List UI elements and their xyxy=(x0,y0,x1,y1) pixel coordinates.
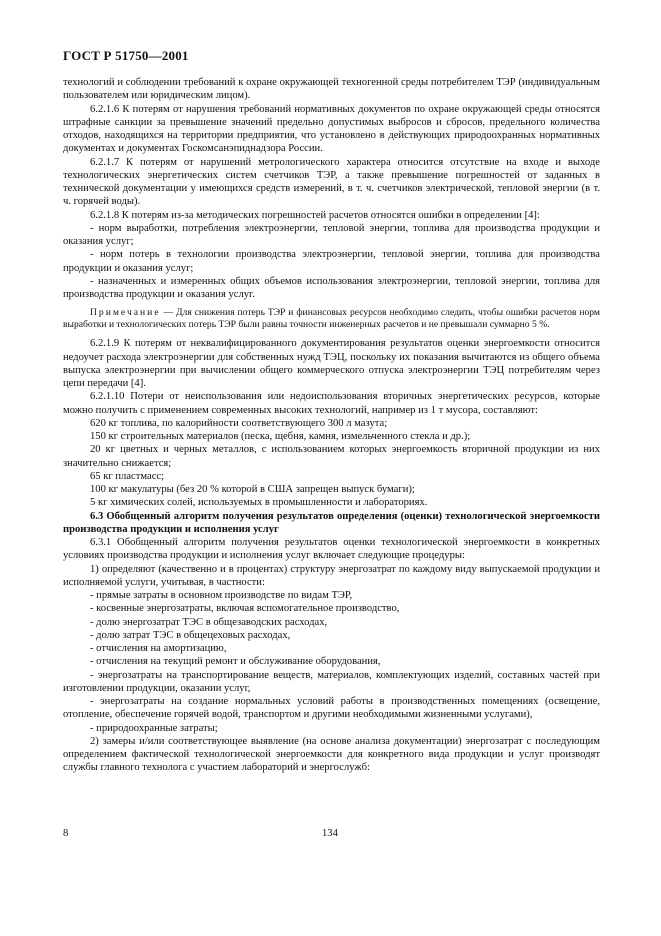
paragraph: - норм выработки, потребления электроэнергии, тепловой энергии, топлива для производства продукции и оказания услуг; xyxy=(63,222,600,247)
document-header: ГОСТ Р 51750—2001 xyxy=(63,48,189,63)
note-text: — Для снижения потерь ТЭР и финансовых ресурсов необходимо следить, чтобы ошибки расчетов норм выработки и технологических потерь ТЭР были равны точности инженерных расчетов и не превышали суммарно 5 %. xyxy=(63,307,600,331)
paragraph: - норм потерь в технологии производства электроэнергии, тепловой энергии, топлива для производства продукции и оказания услуг; xyxy=(63,249,600,274)
paragraph: - прямые затраты в основном производстве по видам ТЭР, xyxy=(90,590,353,601)
paragraph: 6.3.1 Обобщенный алгоритм получения результатов оценки технологической энергоемкости в конкретных условиях производства продукции и исполнения услуг включает следующие процедуры: xyxy=(63,537,600,562)
paragraph: 150 кг строительных материалов (песка, щебня, камня, измельченного стекла и др.); xyxy=(90,431,471,442)
paragraph: 620 кг топлива, по калорийности соответствующего 300 л мазута; xyxy=(90,417,388,429)
paragraph: - энергозатраты на создание нормальных условий работы в производственных помещениях (освещение, отопление, обеспечение горячей водой, транспортом и другими необходимыми жизненными услугами), xyxy=(63,696,600,721)
page-number: 8 xyxy=(63,828,69,839)
paragraph: 6.2.1.7 К потерям от нарушений метрологического характера относится отсутствие на входе и выходе технологических энергетических систем счетчиков ТЭР, а также превышение погрешностей от заданных в технической документации у имеющихся средств измерений, в т. ч. счетчиков электрической, тепловой энергии (в т. ч. горячей воды). xyxy=(63,156,600,208)
paragraph: - долю энергозатрат ТЭС в общезаводских расходах, xyxy=(90,616,328,628)
paragraph: 2) замеры и/или соответствующее выявление (на основе анализа документации) энергозатрат с последующим определением фактической технологической энергоемкости для конкретного вида продукции и услуг производят службы главного технолога с участием лабораторий и энергослужб: xyxy=(63,735,600,774)
paragraph: 6.2.1.6 К потерям от нарушения требований нормативных документов по охране окружающей среды относятся штрафные санкции за превышение значений предельно допустимых выбросов и сбросов, предельного количества отходов, находящихся на территории предприятия, что установлено в действующих природоохранных нормативных документах и документах Госкомсанэпиднадзора России. xyxy=(63,103,600,155)
document-body xyxy=(63,76,600,775)
paragraph: 6.2.1.8 К потерям из-за методических погрешностей расчетов относятся ошибки в определении [4]: xyxy=(90,209,540,221)
paragraph: 6.2.1.10 Потери от неиспользования или недоиспользования вторичных энергетических ресурсов, которые можно получить с применением современных высоких технологий, например из 1 т мусора, составляют: xyxy=(63,391,600,416)
paragraph: 6.2.1.9 К потерям от неквалифицированного документирования результатов оценки энергоемкости относится недоучет расхода электроэнергии для собственных нужд ТЭЦ, поскольку их показания вычитаются из общего объема выпуска электроэнергии при вычислении общего коммерческого отпуска электроэнергии ТЭЦ потребителям через цепи передачи [4]. xyxy=(63,338,600,389)
paragraph: - отчисления на текущий ремонт и обслуживание оборудования, xyxy=(90,656,381,668)
paragraph: - природоохранные затраты; xyxy=(90,722,218,734)
paragraph: - назначенных и измеренных общих объемов использования электроэнергии, тепловой энергии, топлива для производства продукции и оказания услуг. xyxy=(63,275,600,300)
sheet-number: 134 xyxy=(322,828,338,839)
paragraph: технологий и соблюдении требований к охране окружающей техногенной среды потребителем ТЭР (индивидуальным пользователем или юридическим лицом). xyxy=(63,77,600,102)
paragraph: 20 кг цветных и черных металлов, с использованием которых энергоемкость вторичной продукции из них значительно снижается; xyxy=(63,444,600,469)
paragraph: 6.3 Обобщенный алгоритм получения результатов определения (оценки) технологической энергоемкости производства продукции и исполнения услуг xyxy=(63,510,600,535)
paragraph: 5 кг химических солей, используемых в промышленности и лабораториях. xyxy=(90,497,428,509)
note-paragraph xyxy=(63,307,600,331)
note-label: Примечание xyxy=(90,307,161,319)
paragraph: 1) определяют (качественно и в процентах) структуру энергозатрат по каждому виду выпускаемой продукции и исполняемой услуги, учитывая, в частности: xyxy=(63,563,600,588)
paragraph: - отчисления на амортизацию, xyxy=(90,643,227,654)
paragraph-group-2 xyxy=(63,337,600,774)
paragraph: 65 кг пластмасс; xyxy=(90,470,165,482)
paragraph: - косвенные энергозатраты, включая вспомогательное производство, xyxy=(90,603,400,615)
paragraph: - долю затрат ТЭС в общецеховых расходах, xyxy=(90,629,291,641)
paragraph-group-1 xyxy=(63,76,600,301)
paragraph: - энергозатраты на транспортирование веществ, материалов, комплектующих изделий, составных частей при изготовлении продукции, оказании услуг, xyxy=(63,669,600,694)
paragraph: 100 кг макулатуры (без 20 % которой в США запрещен выпуск бумаги); xyxy=(90,484,415,495)
